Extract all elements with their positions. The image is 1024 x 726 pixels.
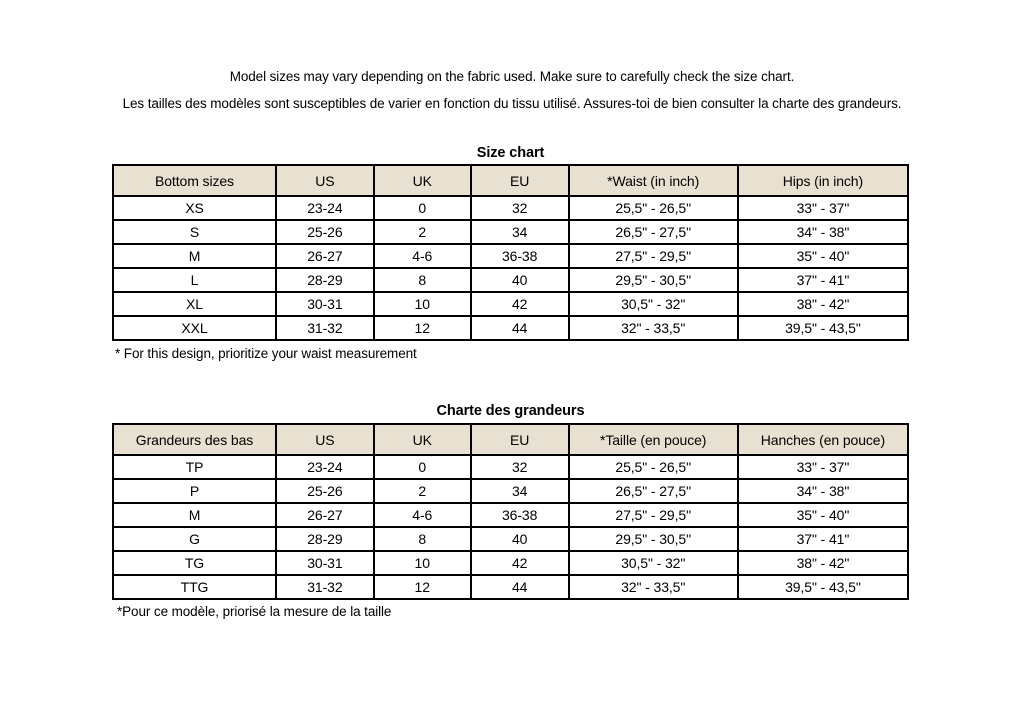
column-header: UK	[374, 424, 471, 455]
table-cell: 38" - 42"	[738, 551, 908, 575]
table-cell: 32" - 33,5"	[569, 316, 738, 340]
table-cell: 2	[374, 479, 471, 503]
table-cell: 32" - 33,5"	[569, 575, 738, 599]
column-header: *Taille (en pouce)	[569, 424, 738, 455]
table-cell: 44	[471, 575, 569, 599]
table-cell: 35" - 40"	[738, 244, 908, 268]
table-row	[113, 220, 908, 244]
table-cell: 25-26	[276, 220, 374, 244]
table-cell: 26-27	[276, 244, 374, 268]
table-cell: TP	[113, 455, 276, 479]
table-cell: 33" - 37"	[738, 196, 908, 220]
size-chart-table-french	[112, 423, 909, 600]
table-cell: S	[113, 220, 276, 244]
table-cell: 39,5" - 43,5"	[738, 316, 908, 340]
table-row	[113, 551, 908, 575]
table-cell: 12	[374, 316, 471, 340]
table-cell: 26,5" - 27,5"	[569, 220, 738, 244]
column-header: UK	[374, 165, 471, 196]
table-cell: 28-29	[276, 268, 374, 292]
table-cell: 12	[374, 575, 471, 599]
table-cell: 34	[471, 220, 569, 244]
table-cell: XL	[113, 292, 276, 316]
table-cell: 31-32	[276, 316, 374, 340]
table-row	[113, 527, 908, 551]
table-cell: 33" - 37"	[738, 455, 908, 479]
column-header: Bottom sizes	[113, 165, 276, 196]
table-cell: TTG	[113, 575, 276, 599]
table-row	[113, 479, 908, 503]
column-header: Grandeurs des bas	[113, 424, 276, 455]
table-cell: 37" - 41"	[738, 268, 908, 292]
table-cell: 26,5" - 27,5"	[569, 479, 738, 503]
table-cell: 4-6	[374, 503, 471, 527]
waist-footnote-english: * For this design, prioritize your waist measurement	[115, 346, 417, 361]
table-cell: P	[113, 479, 276, 503]
table-cell: M	[113, 244, 276, 268]
table-row	[113, 268, 908, 292]
column-header: Hips (in inch)	[738, 165, 908, 196]
table-cell: 44	[471, 316, 569, 340]
table-row	[113, 575, 908, 599]
column-header: US	[276, 165, 374, 196]
table-cell: 30-31	[276, 292, 374, 316]
table-header-row	[113, 165, 908, 196]
size-chart-table-english	[112, 164, 909, 341]
table-row	[113, 292, 908, 316]
table-cell: 4-6	[374, 244, 471, 268]
table-row	[113, 244, 908, 268]
column-header: EU	[471, 165, 569, 196]
table-cell: 38" - 42"	[738, 292, 908, 316]
table-cell: 29,5" - 30,5"	[569, 268, 738, 292]
table-cell: 8	[374, 527, 471, 551]
table-cell: 31-32	[276, 575, 374, 599]
table-cell: 32	[471, 455, 569, 479]
table-cell: 25,5" - 26,5"	[569, 455, 738, 479]
table-cell: 37" - 41"	[738, 527, 908, 551]
table-cell: 34" - 38"	[738, 479, 908, 503]
table-cell: 0	[374, 455, 471, 479]
table-cell: 26-27	[276, 503, 374, 527]
table-cell: 2	[374, 220, 471, 244]
column-header: Hanches (en pouce)	[738, 424, 908, 455]
table-cell: 25-26	[276, 479, 374, 503]
table-cell: 30,5" - 32"	[569, 551, 738, 575]
intro-text-french: Les tailles des modèles sont susceptibles de varier en fonction du tissu utilisé. Assures-toi de bien consulter la charte des grandeurs.	[122, 96, 902, 111]
table-header-row	[113, 424, 908, 455]
table-cell: G	[113, 527, 276, 551]
table-cell: 0	[374, 196, 471, 220]
table-cell: 23-24	[276, 455, 374, 479]
size-chart-title-french: Charte des grandeurs	[436, 403, 585, 419]
table-cell: 39,5" - 43,5"	[738, 575, 908, 599]
column-header: *Waist (in inch)	[569, 165, 738, 196]
table-cell: 42	[471, 292, 569, 316]
table-cell: XS	[113, 196, 276, 220]
table-cell: 36-38	[471, 244, 569, 268]
table-cell: 10	[374, 292, 471, 316]
table-cell: 30-31	[276, 551, 374, 575]
table-cell: TG	[113, 551, 276, 575]
table-cell: 34	[471, 479, 569, 503]
table-cell: M	[113, 503, 276, 527]
table-cell: 8	[374, 268, 471, 292]
table-cell: 36-38	[471, 503, 569, 527]
intro-text-english: Model sizes may vary depending on the fabric used. Make sure to carefully check the size chart.	[229, 69, 795, 84]
table-row	[113, 455, 908, 479]
table-row	[113, 316, 908, 340]
table-cell: 34" - 38"	[738, 220, 908, 244]
column-header: US	[276, 424, 374, 455]
table-cell: 29,5" - 30,5"	[569, 527, 738, 551]
table-row	[113, 503, 908, 527]
table-cell: 23-24	[276, 196, 374, 220]
table-cell: 42	[471, 551, 569, 575]
table-cell: L	[113, 268, 276, 292]
table-cell: 30,5" - 32"	[569, 292, 738, 316]
column-header: EU	[471, 424, 569, 455]
table-cell: 25,5" - 26,5"	[569, 196, 738, 220]
table-row	[113, 196, 908, 220]
table-cell: 28-29	[276, 527, 374, 551]
table-cell: 27,5" - 29,5"	[569, 503, 738, 527]
table-cell: 40	[471, 268, 569, 292]
waist-footnote-french: *Pour ce modèle, priorisé la mesure de la taille	[117, 604, 392, 619]
table-cell: XXL	[113, 316, 276, 340]
table-cell: 10	[374, 551, 471, 575]
size-chart-title-english: Size chart	[476, 145, 545, 161]
table-cell: 40	[471, 527, 569, 551]
table-cell: 35" - 40"	[738, 503, 908, 527]
table-cell: 32	[471, 196, 569, 220]
table-cell: 27,5" - 29,5"	[569, 244, 738, 268]
